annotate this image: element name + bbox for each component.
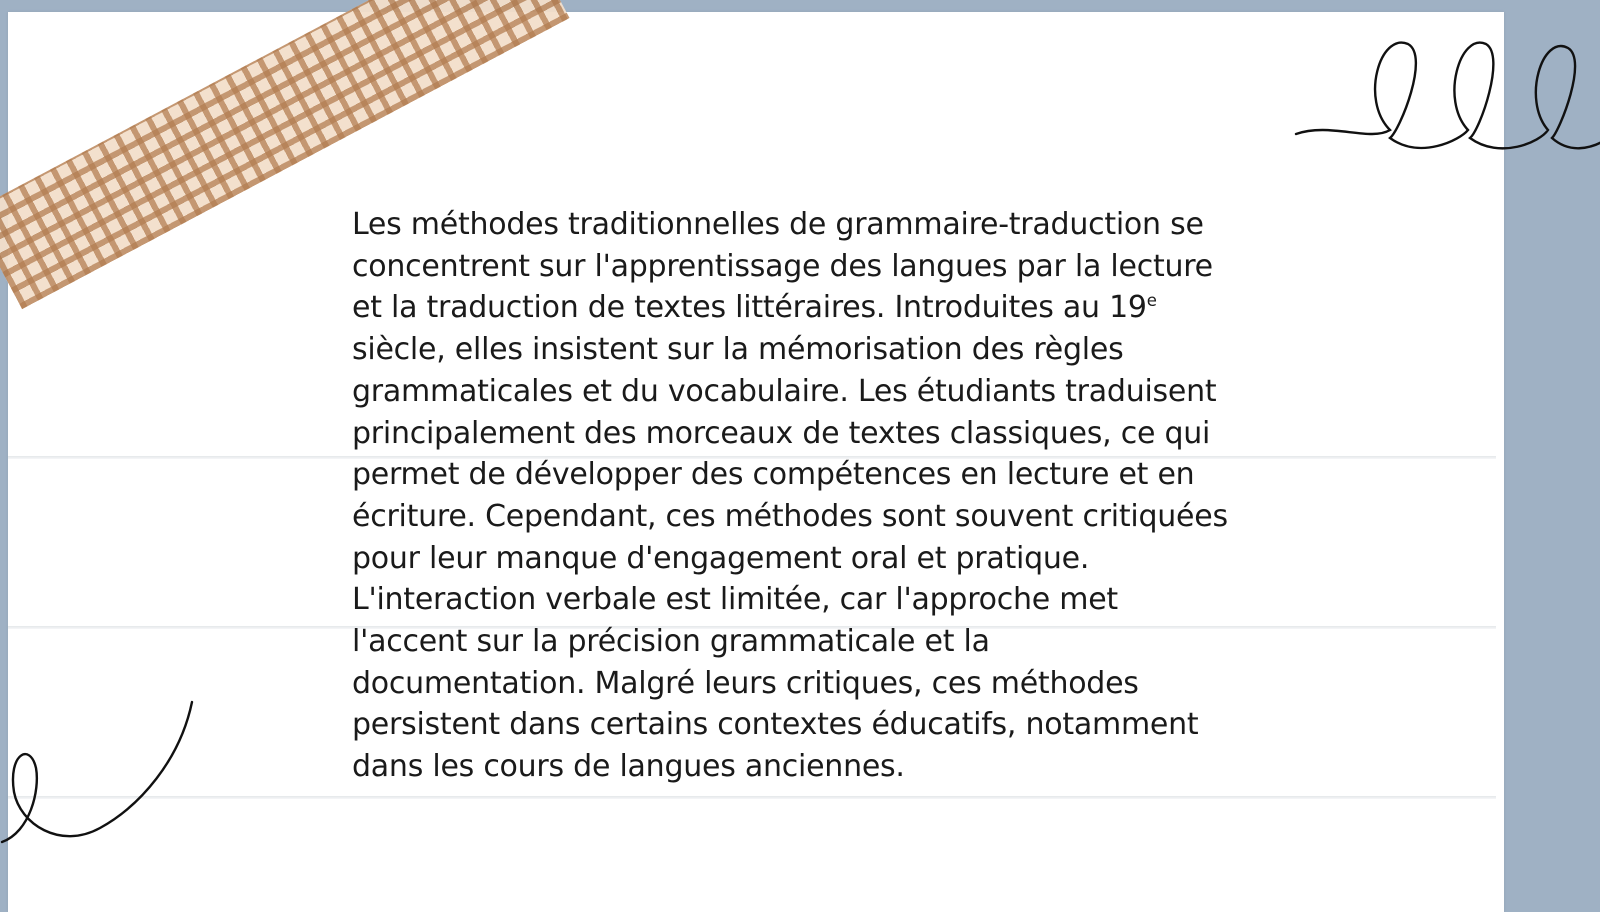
body-text-part: Les méthodes traditionnelles de grammaire-traduction se concentrent sur l'apprentissage des langues par la lecture et la traduction de textes littéraires. Introduites au 19 xyxy=(352,207,1213,326)
paper-fold-line xyxy=(8,796,1496,799)
ordinal-superscript: e xyxy=(1146,291,1157,311)
loop-doodle-top-right xyxy=(1290,30,1600,170)
body-text-part: siècle, elles insistent sur la mémorisation des règles grammaticales et du vocabulaire. Les étudiants traduisent principalement des morceaux de textes classiques, ce qui permet de développer des compétences en lecture et en écriture. Cependant, ces méthodes sont souvent critiquées pour leur manque d'engagement oral et pratique. L'interaction verbale est limitée, car l'approche met l'accent sur la précision grammaticale et la documentation. Malgré leurs critiques, ces méthodes persistent dans certains contextes éducatifs, notamment dans les cours de langues anciennes. xyxy=(352,332,1228,785)
body-paragraph xyxy=(352,204,1232,788)
loop-doodle-bottom-left xyxy=(0,700,200,860)
